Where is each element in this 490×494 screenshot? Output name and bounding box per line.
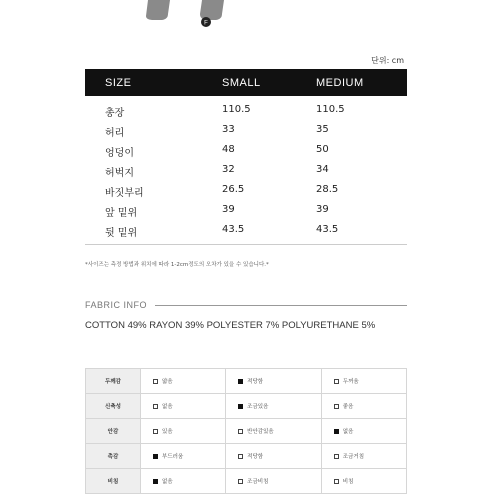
- size-measure-label: 뒷 밑위: [105, 228, 138, 239]
- property-label: 촉감: [86, 444, 141, 469]
- property-option-label: 조금있음: [247, 404, 269, 410]
- property-option: [321, 394, 406, 419]
- property-row: [86, 369, 407, 394]
- property-option: [141, 444, 226, 469]
- size-note: *사이즈는 측정 방법과 위치에 따라 1-2cm정도의 오차가 있을 수 있습니다.*: [85, 262, 269, 268]
- unchecked-box-icon: [334, 404, 339, 409]
- property-option: [321, 419, 406, 444]
- property-label: 비침: [86, 469, 141, 494]
- property-option-label: 없음: [162, 404, 173, 410]
- property-option: [141, 419, 226, 444]
- property-option: [226, 419, 322, 444]
- property-option-label: 없음: [162, 479, 173, 485]
- unchecked-box-icon: [238, 479, 243, 484]
- size-row: [85, 100, 407, 120]
- property-option: [141, 369, 226, 394]
- size-value: 48: [222, 144, 235, 155]
- property-option-label: 적당함: [247, 454, 264, 460]
- property-option-label: 얇음: [162, 379, 173, 385]
- size-value: 43.5: [222, 224, 245, 235]
- unchecked-box-icon: [153, 429, 158, 434]
- property-option-label: 있음: [162, 429, 173, 435]
- size-value: 43.5: [316, 224, 339, 235]
- size-value: 110.5: [222, 104, 251, 115]
- property-option-label: 반안감있음: [247, 429, 274, 435]
- property-option-label: 적당함: [247, 379, 264, 385]
- checked-box-icon: [153, 454, 158, 459]
- unchecked-box-icon: [153, 404, 158, 409]
- size-value: 26.5: [222, 184, 245, 195]
- fabric-info-title: FABRIC INFO: [85, 300, 148, 310]
- size-value: 110.5: [316, 104, 345, 115]
- property-option: [141, 394, 226, 419]
- unchecked-box-icon: [153, 379, 158, 384]
- property-option: [321, 369, 406, 394]
- size-value: 34: [316, 164, 329, 175]
- checked-box-icon: [238, 404, 243, 409]
- property-option-label: 비침: [342, 479, 354, 485]
- property-row: [86, 394, 407, 419]
- unchecked-box-icon: [334, 479, 339, 484]
- size-measure-label: 총장: [105, 108, 125, 119]
- product-image-pants: [140, 0, 240, 28]
- unchecked-box-icon: [238, 429, 243, 434]
- unchecked-box-icon: [334, 379, 339, 384]
- size-value: 39: [222, 204, 235, 215]
- property-option-label: 좋음: [342, 404, 354, 410]
- size-value: 28.5: [316, 184, 339, 195]
- property-row: [86, 444, 407, 469]
- unchecked-box-icon: [334, 454, 339, 459]
- property-label: 두께감: [86, 369, 141, 394]
- header-size: SIZE: [105, 77, 132, 89]
- checked-box-icon: [238, 379, 243, 384]
- property-option: [226, 444, 322, 469]
- property-option-label: 두꺼움: [342, 379, 359, 385]
- property-option-label: 부드러움: [162, 454, 184, 460]
- size-measure-label: 허리: [105, 128, 125, 139]
- size-measure-label: 바짓부리: [105, 188, 144, 199]
- property-option: [226, 394, 322, 419]
- size-row: [85, 140, 407, 160]
- size-table-divider: [85, 244, 407, 245]
- size-measure-label: 앞 밑위: [105, 208, 138, 219]
- unchecked-box-icon: [238, 454, 243, 459]
- fabric-properties-table: [85, 368, 407, 494]
- header-small: SMALL: [222, 77, 261, 89]
- size-value: 35: [316, 124, 329, 135]
- size-value: 32: [222, 164, 235, 175]
- property-option: [321, 444, 406, 469]
- size-table: [85, 100, 407, 240]
- size-measure-label: 엉덩이: [105, 148, 134, 159]
- fabric-divider: [155, 305, 407, 306]
- size-value: 39: [316, 204, 329, 215]
- checked-box-icon: [334, 429, 339, 434]
- property-label: 신축성: [86, 394, 141, 419]
- pant-leg-left: [146, 0, 170, 20]
- header-medium: MEDIUM: [316, 77, 364, 89]
- checked-box-icon: [153, 479, 158, 484]
- property-row: [86, 419, 407, 444]
- size-row: [85, 120, 407, 140]
- property-option-label: 없음: [342, 429, 354, 435]
- size-table-header: [85, 69, 407, 96]
- size-value: 33: [222, 124, 235, 135]
- property-option-label: 조금비침: [247, 479, 269, 485]
- size-measure-label: 허벅지: [105, 168, 134, 179]
- pant-leg-right: [200, 0, 224, 20]
- size-value: 50: [316, 144, 329, 155]
- size-row: [85, 180, 407, 200]
- svg-text:F: F: [204, 20, 208, 27]
- property-label: 안감: [86, 419, 141, 444]
- property-option: [226, 369, 322, 394]
- size-row: [85, 160, 407, 180]
- fabric-composition: COTTON 49% RAYON 39% POLYESTER 7% POLYURETHANE 5%: [85, 320, 376, 331]
- size-row: [85, 200, 407, 220]
- property-option-label: 조금거침: [342, 454, 365, 460]
- unit-label: 단위: cm: [371, 56, 404, 65]
- size-row: [85, 220, 407, 240]
